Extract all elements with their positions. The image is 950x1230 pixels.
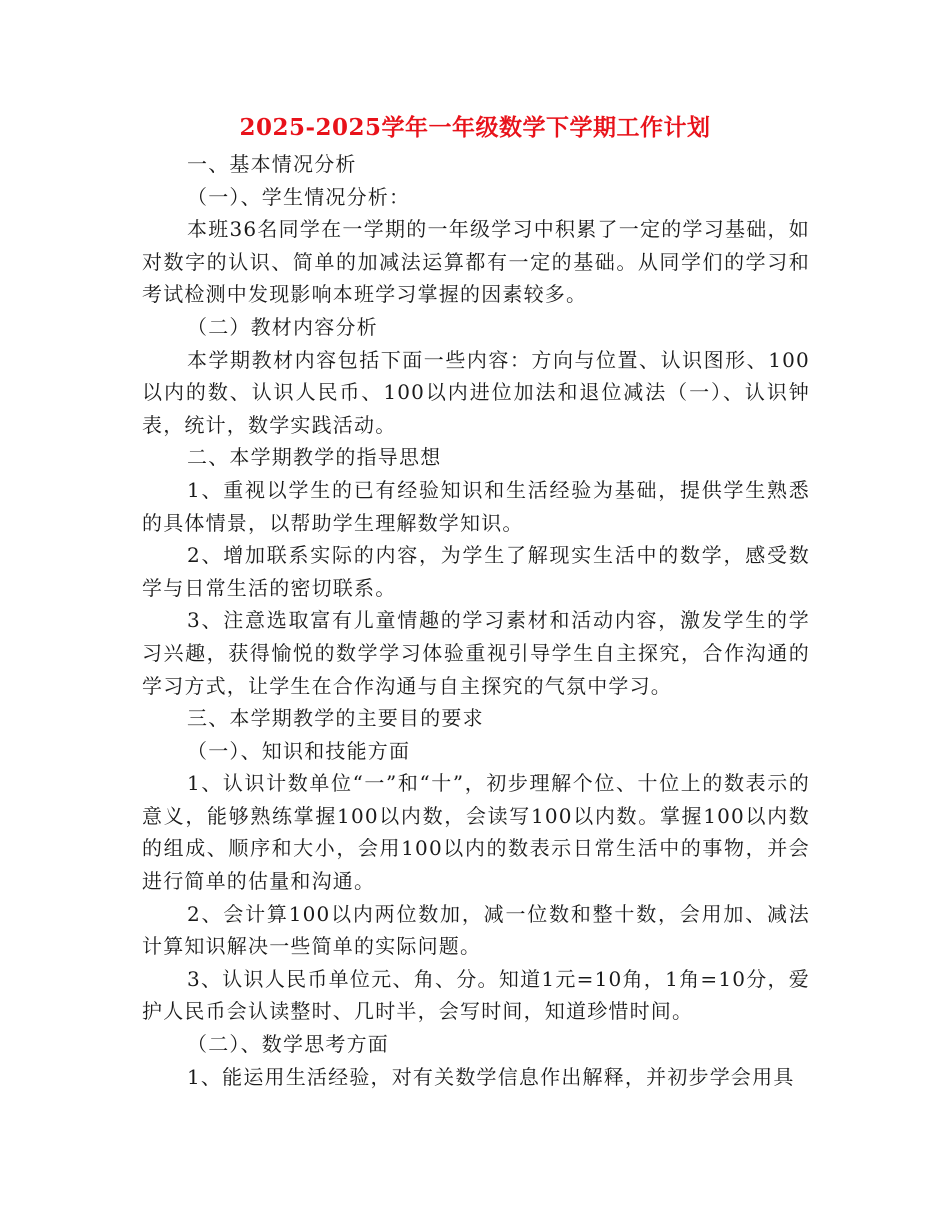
paragraph-textbook-content: 本学期教材内容包括下面一些内容：方向与位置、认识图形、100以内的数、认识人民币、100以内进位加法和退位减法（一）、认识钟表，统计，数学实践活动。 bbox=[142, 347, 810, 437]
document-title: 2025-2025学年一年级数学下学期工作计划 bbox=[239, 114, 711, 141]
paragraph-guideline-1: 1、重视以学生的已有经验知识和生活经验为基础，提供学生熟悉的具体情景，以帮助学生理解数学知识。 bbox=[142, 477, 810, 535]
paragraph-guideline-2: 2、增加联系实际的内容，为学生了解现实生活中的数学，感受数学与日常生活的密切联系。 bbox=[142, 543, 810, 600]
paragraph-thinking-1: 1、能运用生活经验，对有关数学信息作出解释，并初步学会用具 bbox=[187, 1064, 795, 1089]
section-heading-3: 三、本学期教学的主要目的要求 bbox=[187, 706, 484, 731]
document-body bbox=[142, 148, 810, 1093]
paragraph-guideline-3: 3、注意选取富有儿童情趣的学习素材和活动内容，激发学生的学习兴趣，获得愉悦的数学学习体验重视引导学生自主探究，合作沟通的学习方式，让学生在合作沟通与自主探究的气氛中学习。 bbox=[142, 608, 810, 698]
subsection-heading-1-2: （二）教材内容分析 bbox=[187, 314, 378, 339]
section-heading-2: 二、本学期教学的指导思想 bbox=[187, 445, 442, 470]
paragraph-skill-3: 3、认识人民币单位元、角、分。知道1元=10角，1角=10分，爱护人民币会认读整时、几时半，会写时间，知道珍惜时间。 bbox=[142, 966, 810, 1024]
section-heading-1: 一、基本情况分析 bbox=[187, 152, 357, 176]
paragraph-student-analysis: 本班36名同学在一学期的一年级学习中积累了一定的学习基础，如对数字的认识、简单的加减法运算都有一定的基础。从同学们的学习和考试检测中发现影响本班学习掌握的因素较多。 bbox=[142, 217, 810, 307]
subsection-heading-1-1: （一）、学生情况分析： bbox=[187, 184, 411, 209]
subsection-heading-3-2: （二）、数学思考方面 bbox=[187, 1032, 389, 1057]
subsection-heading-3-1: （一）、知识和技能方面 bbox=[187, 738, 411, 763]
paragraph-skill-2: 2、会计算100以内两位数加，减一位数和整十数，会用加、减法计算知识解决一些简单的实际问题。 bbox=[142, 901, 810, 959]
paragraph-skill-1: 1、认识计数单位“一”和“十”，初步理解个位、十位上的数表示的意义，能够熟练掌握100以内数，会读写100以内数。掌握100以内数的组成、顺序和大小，会用100以内的数表示日常生活中的事物，并会进行简单的估量和沟通。 bbox=[142, 771, 810, 894]
